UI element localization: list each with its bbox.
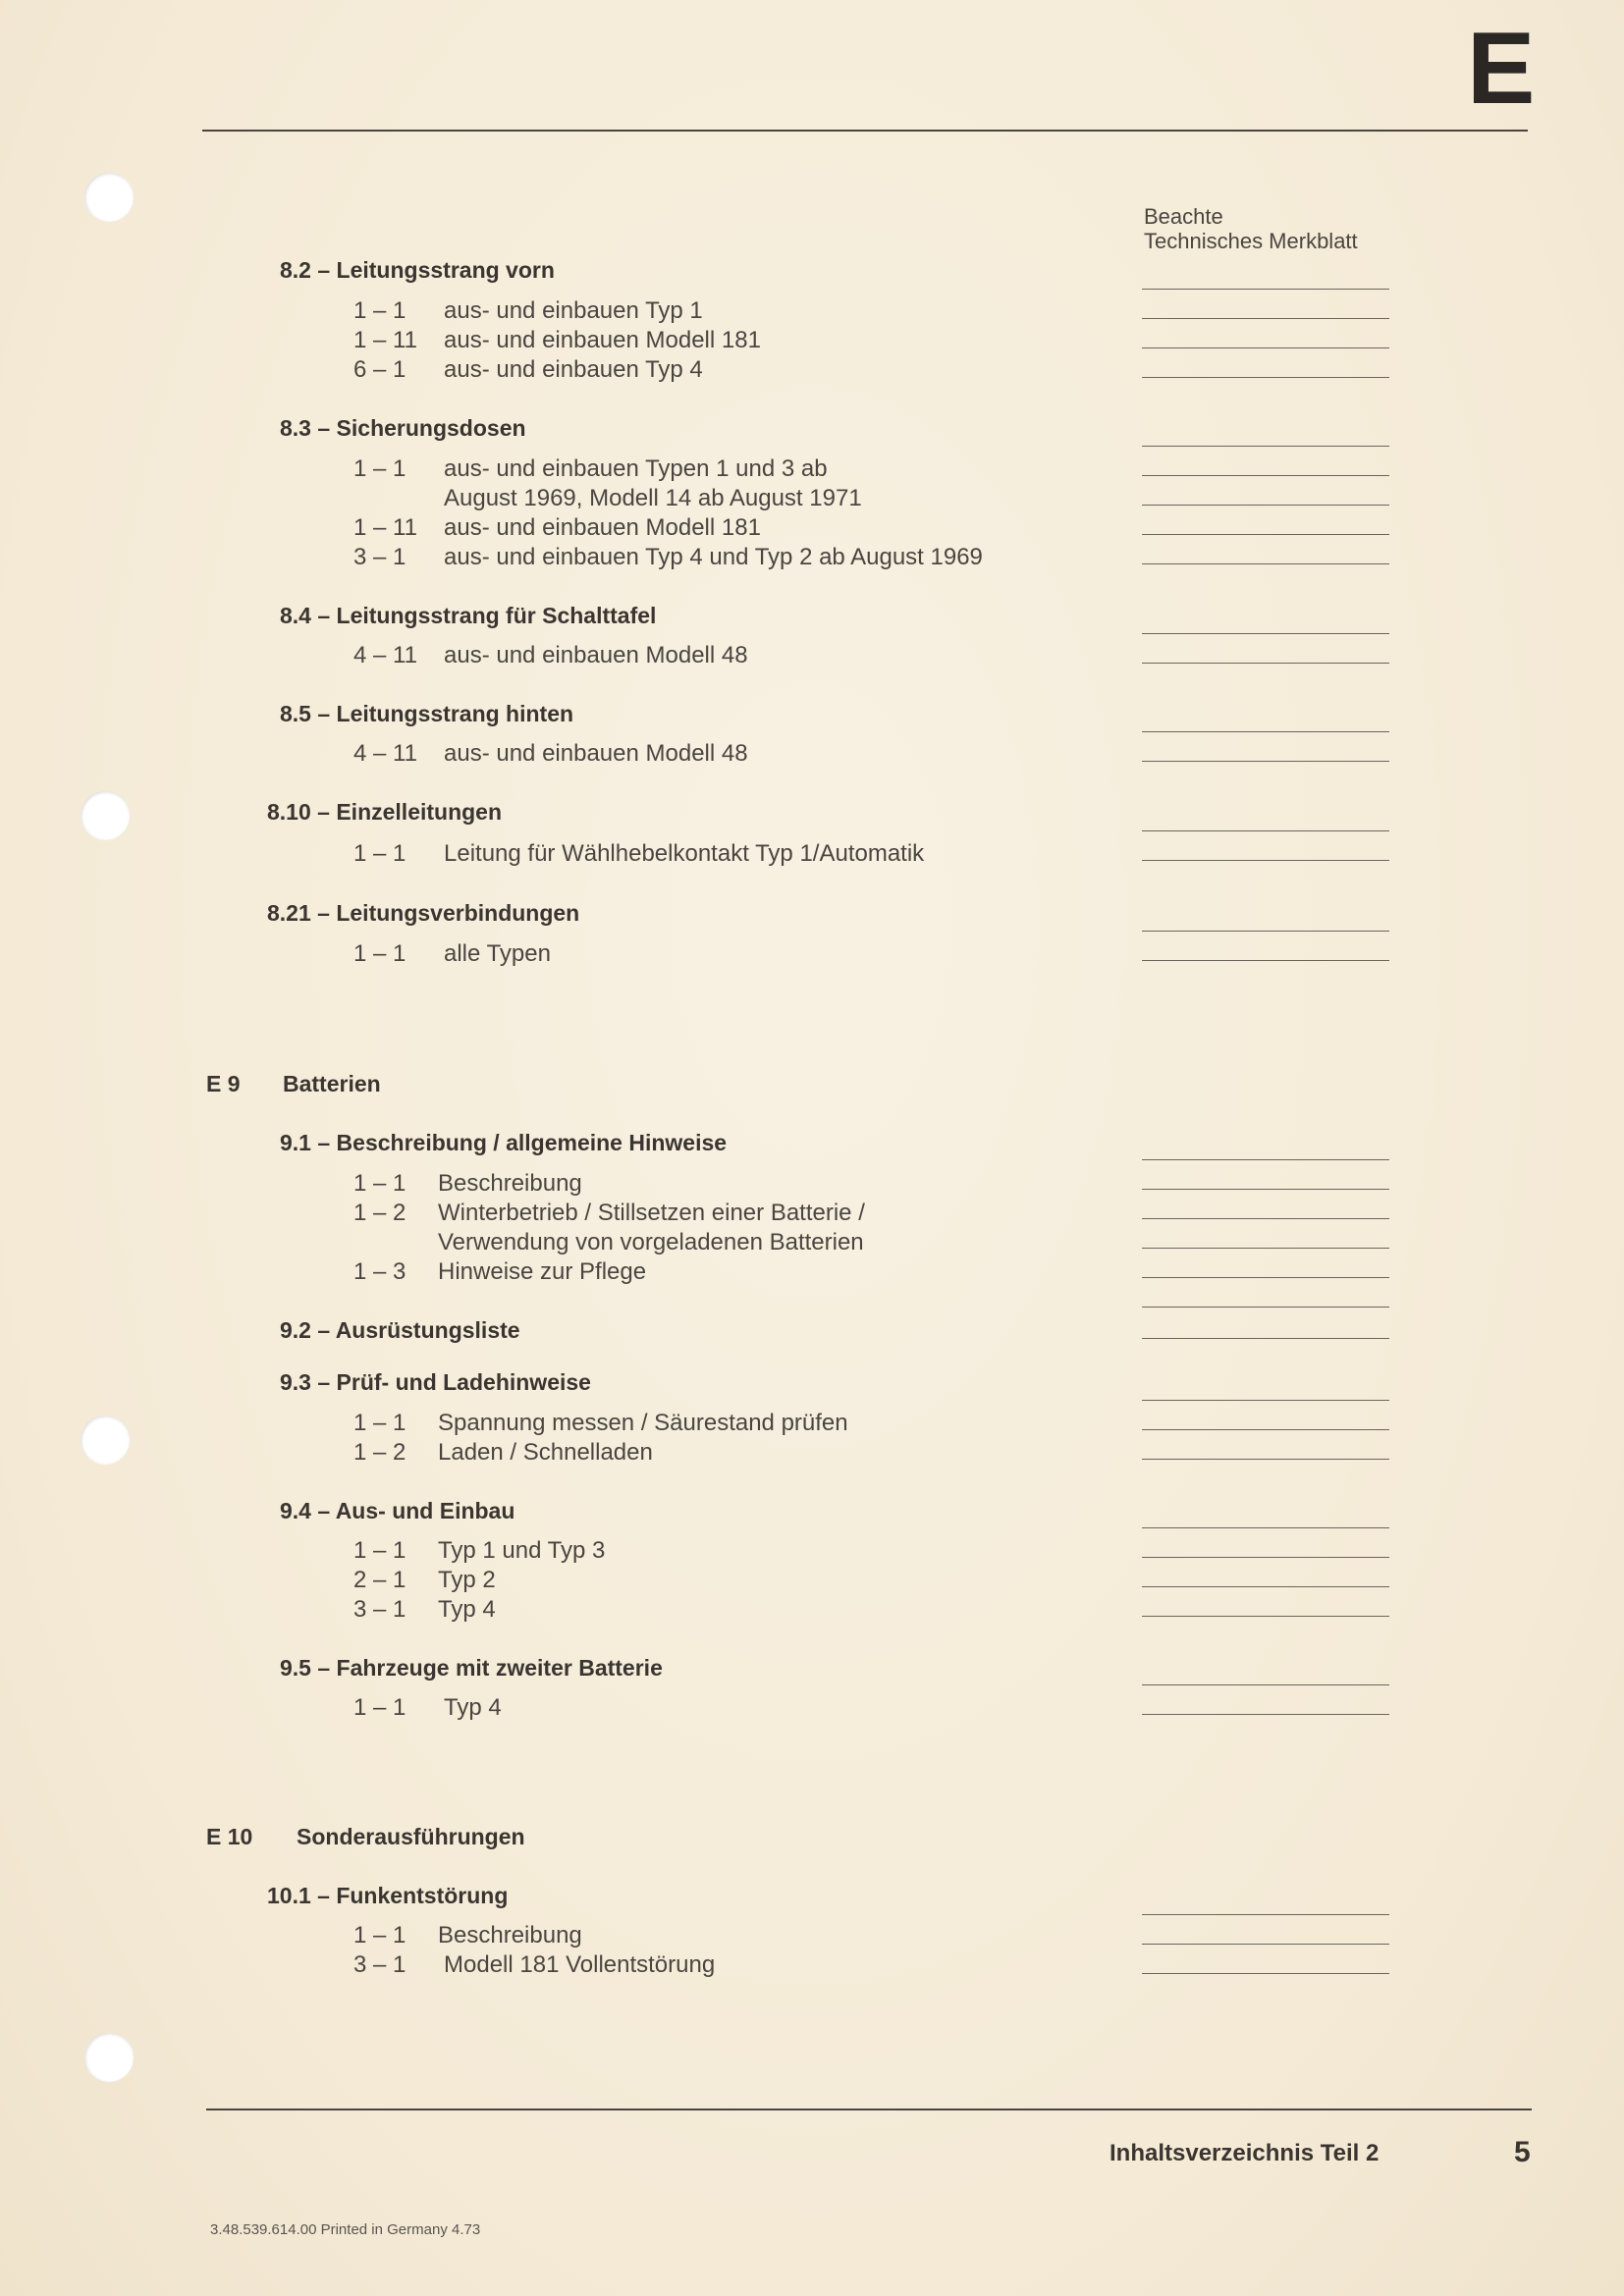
- note-line[interactable]: [1142, 1400, 1389, 1401]
- entry-text: aus- und einbauen Modell 181: [444, 514, 761, 541]
- entry-code: 1 – 11: [353, 514, 417, 541]
- note-line[interactable]: [1142, 931, 1389, 932]
- entry-text: aus- und einbauen Modell 48: [444, 642, 748, 668]
- entry-text: Spannung messen / Säurestand prüfen: [438, 1410, 848, 1436]
- section-heading: 9.4 – Aus- und Einbau: [280, 1498, 515, 1523]
- note-line[interactable]: [1142, 761, 1389, 762]
- entry-code: 1 – 1: [353, 1922, 406, 1949]
- punch-hole: [81, 1415, 130, 1465]
- note-line[interactable]: [1142, 446, 1389, 447]
- note-line[interactable]: [1142, 534, 1389, 535]
- entry-code: 3 – 1: [353, 544, 406, 570]
- note-line[interactable]: [1142, 633, 1389, 634]
- note-line[interactable]: [1142, 1586, 1389, 1587]
- note-line[interactable]: [1142, 1973, 1389, 1974]
- main-section-title: Sonderausführungen: [297, 1824, 525, 1849]
- main-section-number: E 10: [206, 1824, 253, 1849]
- note-line[interactable]: [1142, 1527, 1389, 1528]
- entry-text: Typ 2: [438, 1567, 496, 1593]
- note-line[interactable]: [1142, 731, 1389, 732]
- entry-code: 1 – 1: [353, 840, 406, 867]
- note-line[interactable]: [1142, 475, 1389, 476]
- note-line[interactable]: [1142, 830, 1389, 831]
- entry-text: aus- und einbauen Typ 4 und Typ 2 ab August 1969: [444, 544, 983, 570]
- note-line[interactable]: [1142, 563, 1389, 564]
- entry-text: Laden / Schnelladen: [438, 1439, 653, 1466]
- note-line[interactable]: [1142, 1714, 1389, 1715]
- punch-hole: [84, 173, 134, 222]
- section-heading: 8.21 – Leitungsverbindungen: [267, 900, 580, 926]
- note-line[interactable]: [1142, 377, 1389, 378]
- main-section-title: Batterien: [283, 1071, 381, 1096]
- section-heading: 9.3 – Prüf- und Ladehinweise: [280, 1369, 591, 1395]
- main-section-number: E 9: [206, 1071, 241, 1096]
- note-line[interactable]: [1142, 960, 1389, 961]
- entry-code: 1 – 1: [353, 1537, 406, 1564]
- notes-column-header: [1144, 204, 1358, 253]
- note-line[interactable]: [1142, 1159, 1389, 1160]
- section-heading: 8.4 – Leitungsstrang für Schalttafel: [280, 603, 657, 628]
- notes-header-line1: Beachte: [1144, 204, 1223, 229]
- entry-text-continued: Verwendung von vorgeladenen Batterien: [438, 1229, 864, 1255]
- entry-code: 4 – 11: [353, 740, 417, 767]
- section-letter-tab: E: [1467, 12, 1536, 126]
- entry-text: Typ 4: [444, 1694, 502, 1721]
- entry-text: aus- und einbauen Typ 1: [444, 297, 703, 324]
- entry-text: Modell 181 Vollentstörung: [444, 1951, 716, 1978]
- entry-code: 1 – 1: [353, 1410, 406, 1436]
- entry-text-continued: August 1969, Modell 14 ab August 1971: [444, 485, 862, 511]
- entry-code: 1 – 1: [353, 297, 406, 324]
- entry-text: Typ 1 und Typ 3: [438, 1537, 606, 1564]
- entry-text: aus- und einbauen Typ 4: [444, 356, 703, 383]
- entry-code: 4 – 11: [353, 642, 417, 668]
- note-line[interactable]: [1142, 347, 1389, 348]
- section-heading: 9.5 – Fahrzeuge mit zweiter Batterie: [280, 1655, 663, 1681]
- note-line[interactable]: [1142, 1248, 1389, 1249]
- entry-code: 1 – 1: [353, 455, 406, 482]
- note-line[interactable]: [1142, 1429, 1389, 1430]
- note-line[interactable]: [1142, 663, 1389, 664]
- footer-title: Inhaltsverzeichnis Teil 2: [1110, 2140, 1380, 2166]
- entry-text: alle Typen: [444, 940, 551, 967]
- entry-text: Beschreibung: [438, 1922, 582, 1949]
- entry-code: 1 – 1: [353, 940, 406, 967]
- section-heading: 10.1 – Funkentstörung: [267, 1883, 509, 1908]
- entry-text: Typ 4: [438, 1596, 496, 1623]
- page-number: 5: [1514, 2136, 1531, 2168]
- note-line[interactable]: [1142, 1189, 1389, 1190]
- note-line[interactable]: [1142, 318, 1389, 319]
- entry-code: 1 – 2: [353, 1439, 406, 1466]
- entry-code: 1 – 1: [353, 1694, 406, 1721]
- note-line[interactable]: [1142, 1338, 1389, 1339]
- section-heading: 9.2 – Ausrüstungsliste: [280, 1317, 520, 1343]
- section-heading: 8.2 – Leitungsstrang vorn: [280, 257, 555, 283]
- note-line[interactable]: [1142, 505, 1389, 506]
- footer-rule: [206, 2109, 1532, 2110]
- entry-text: aus- und einbauen Modell 48: [444, 740, 748, 767]
- note-line[interactable]: [1142, 1684, 1389, 1685]
- section-heading: 8.5 – Leitungsstrang hinten: [280, 701, 574, 726]
- entry-code: 6 – 1: [353, 356, 406, 383]
- punch-hole: [81, 791, 130, 840]
- note-line[interactable]: [1142, 1218, 1389, 1219]
- punch-hole: [84, 2033, 134, 2082]
- entry-code: 2 – 1: [353, 1567, 406, 1593]
- entry-text: Hinweise zur Pflege: [438, 1258, 647, 1285]
- entry-code: 1 – 1: [353, 1170, 406, 1197]
- entry-text: Beschreibung: [438, 1170, 582, 1197]
- section-heading: 8.10 – Einzelleitungen: [267, 799, 503, 825]
- entry-code: 1 – 11: [353, 327, 417, 353]
- entry-text: Winterbetrieb / Stillsetzen einer Batterie /: [438, 1200, 865, 1226]
- header-rule: [202, 130, 1528, 132]
- entry-text: aus- und einbauen Modell 181: [444, 327, 761, 353]
- entry-code: 1 – 2: [353, 1200, 406, 1226]
- note-line[interactable]: [1142, 1307, 1389, 1308]
- section-heading: 9.1 – Beschreibung / allgemeine Hinweise: [280, 1130, 728, 1155]
- note-line[interactable]: [1142, 1616, 1389, 1617]
- entry-code: 1 – 3: [353, 1258, 406, 1285]
- entry-code: 3 – 1: [353, 1951, 406, 1978]
- section-heading: 8.3 – Sicherungsdosen: [280, 415, 526, 441]
- entry-code: 3 – 1: [353, 1596, 406, 1623]
- note-line[interactable]: [1142, 860, 1389, 861]
- notes-header-line2: Technisches Merkblatt: [1144, 229, 1358, 253]
- entry-text: aus- und einbauen Typen 1 und 3 ab: [444, 455, 828, 482]
- note-line[interactable]: [1142, 1557, 1389, 1558]
- entry-text: Leitung für Wählhebelkontakt Typ 1/Automatik: [444, 840, 925, 867]
- note-line[interactable]: [1142, 1914, 1389, 1915]
- note-line[interactable]: [1142, 289, 1389, 290]
- note-line[interactable]: [1142, 1944, 1389, 1945]
- note-line[interactable]: [1142, 1277, 1389, 1278]
- print-info: 3.48.539.614.00 Printed in Germany 4.73: [210, 2221, 481, 2238]
- note-line[interactable]: [1142, 1459, 1389, 1460]
